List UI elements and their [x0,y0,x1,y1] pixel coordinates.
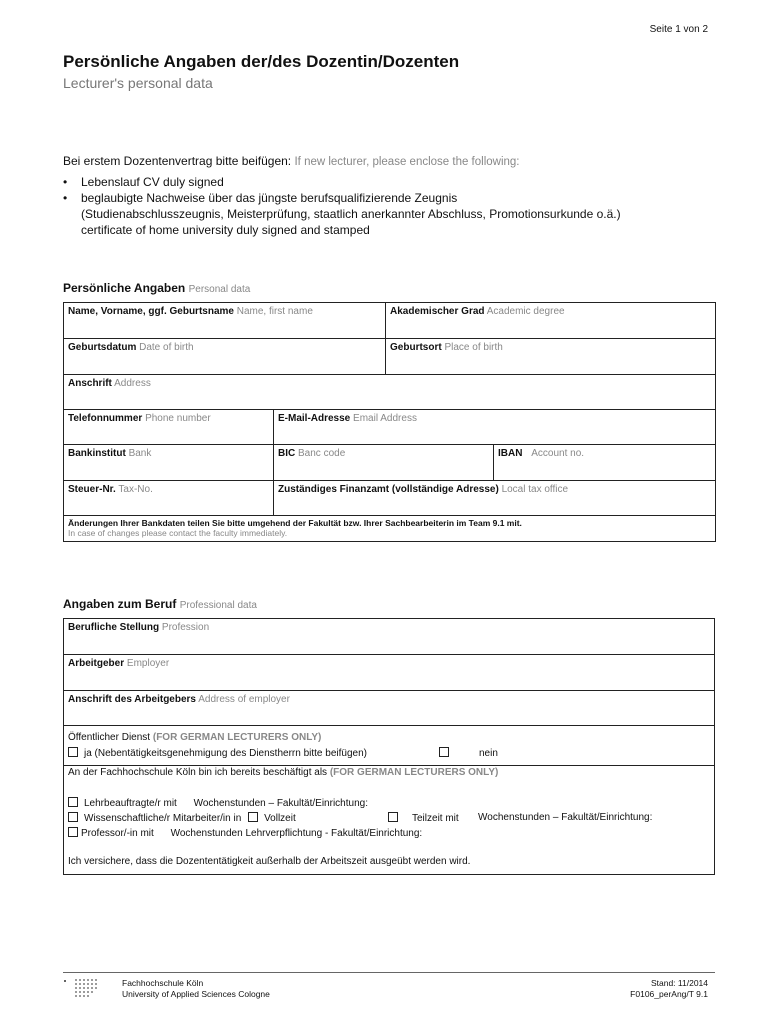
yes-checkbox[interactable] [68,747,78,757]
bank-field[interactable] [64,445,274,481]
lehrbeauftragte-option [68,797,710,812]
footer-org-en: University of Applied Sciences Cologne [122,989,270,999]
lehrbeauftragte-label: Lehrbeauftragte/r mit [84,798,177,809]
degree-field[interactable] [386,303,716,339]
personal-section-title [63,281,250,295]
assurance-statement: Ich versichere, dass die Dozententätigkeit außerhalb der Arbeitszeit ausgeübt werden wird. [68,856,471,867]
taxoffice-label: Zuständiges Finanzamt (vollständige Adresse) [278,484,499,495]
employer-field[interactable] [64,655,715,691]
vollzeit-checkbox[interactable] [248,812,258,822]
taxoffice-hint: Local tax office [501,484,569,495]
professor-label: Professor/-in mit [81,828,154,839]
address-hint: Address [114,378,151,389]
address-label: Anschrift [68,378,112,389]
teilzeit-label: Teilzeit mit [412,813,459,824]
profession-hint: Profession [161,622,210,633]
name-field[interactable] [64,303,386,339]
no-option [439,747,498,759]
footer-organization [122,978,270,1000]
name-hint: Name, first name [236,306,313,317]
university-logo [64,978,100,998]
professor-checkbox[interactable] [68,827,78,837]
taxno-label: Steuer-Nr. [68,484,116,495]
teilzeit-option [388,812,459,824]
enclose-label-de: Bei erstem Dozentenvertrag bitte beifügen: [63,154,292,168]
taxno-field[interactable] [64,481,274,516]
enclose-heading [63,154,520,168]
public-service-heading [68,732,710,747]
birthplace-hint: Place of birth [444,342,503,353]
german-only-note-2: (FOR GERMAN LECTURERS ONLY) [329,767,499,778]
name-label: Name, Vorname, ggf. Geburtsname [68,306,234,317]
phone-field[interactable] [64,410,274,445]
taxno-hint: Tax-No. [118,484,153,495]
degree-hint: Academic degree [486,306,565,317]
bic-hint: Banc code [298,448,346,459]
teilzeit-checkbox[interactable] [388,812,398,822]
personal-data-table [63,302,716,542]
note-en: In case of changes please contact the faculty immediately. [68,528,288,538]
wiss-mitarbeiter-option [68,812,710,827]
email-hint: Email Address [353,413,417,424]
personal-title-en: Personal data [188,284,251,295]
footer-form-id: F0106_perAng/T 9.1 [630,989,708,999]
no-label: nein [479,748,498,759]
footer-divider [63,972,715,973]
bic-label: BIC [278,448,296,459]
list-item: • beglaubigte Nachweise über das jüngste berufsqualifizierende Zeugnis [63,190,723,206]
professional-title-de: Angaben zum Beruf [63,597,177,611]
birthplace-field[interactable] [386,339,716,375]
public-service-cell [64,726,715,766]
page-subtitle: Lecturer's personal data [63,75,213,91]
footer-stand: Stand: 11/2014 [650,978,708,988]
personal-title-de: Persönliche Angaben [63,281,186,295]
page-number: Seite 1 von 2 [649,24,708,35]
note-de: Änderungen Ihrer Bankdaten teilen Sie bitte umgehend der Fakultät bzw. Ihrer Sachbearbeiterin im Team 9.1 mit. [68,518,522,528]
employed-at-label: An der Fachhochschule Köln bin ich bereits beschäftigt als [68,767,328,778]
list-item: (Studienabschlusszeugnis, Meisterprüfung, staatlich anerkannter Abschluss, Promotionsurkunde o.ä.) [81,207,621,221]
teilzeit-hours-label: Wochenstunden – Fakultät/Einrichtung: [478,812,653,823]
list-item: • Lebenslauf CV duly signed [63,174,723,190]
iban-hint: Account no. [531,448,585,459]
profession-label: Berufliche Stellung [68,622,160,633]
footer-version [560,978,708,1000]
professional-section-title [63,597,257,611]
degree-label: Akademischer Grad [390,306,485,317]
vollzeit-label: Vollzeit [264,813,296,824]
employer-address-field[interactable] [64,691,715,726]
phone-hint: Phone number [145,413,211,424]
footer-org-de: Fachhochschule Köln [122,978,204,988]
page-title: Persönliche Angaben der/des Dozentin/Dozenten [63,52,460,71]
birthdate-hint: Date of birth [139,342,194,353]
bank-hint: Bank [128,448,152,459]
professor-hours-label: Wochenstunden Lehrverpflichtung - Fakultät/Einrichtung: [170,828,423,839]
employer-label: Arbeitgeber [68,658,125,669]
taxoffice-field[interactable] [274,481,716,516]
yes-label: ja (Nebentätigkeitsgenehmigung des Dienstherrn bitte beifügen) [84,748,367,759]
email-label: E-Mail-Adresse [278,413,351,424]
iban-label: IBAN [498,448,523,459]
enclose-list [63,174,723,238]
enclose-label-en: If new lecturer, please enclose the following: [294,156,520,168]
german-only-note: (FOR GERMAN LECTURERS ONLY) [152,732,322,743]
bank-label: Bankinstitut [68,448,126,459]
birthplace-label: Geburtsort [390,342,442,353]
no-checkbox[interactable] [439,747,449,757]
professor-option [68,827,710,842]
employed-at-heading [68,767,710,782]
employment-cell [64,766,715,875]
birthdate-field[interactable] [64,339,386,375]
employer-address-label: Anschrift des Arbeitgebers [68,694,196,705]
email-field[interactable] [274,410,716,445]
professional-data-table [63,618,715,875]
address-field[interactable] [64,375,716,410]
public-service-label: Öffentlicher Dienst [68,732,151,743]
wiss-mitarbeiter-checkbox[interactable] [68,812,78,822]
employer-hint: Employer [126,658,170,669]
lehrbeauftragte-hours-label: Wochenstunden – Fakultät/Einrichtung: [193,798,368,809]
public-service-options [68,747,710,762]
wiss-mitarbeiter-label: Wissenschaftliche/r Mitarbeiter/in in [84,813,242,824]
profession-field[interactable] [64,619,715,655]
phone-label: Telefonnummer [68,413,143,424]
bic-field[interactable] [274,445,494,481]
list-item: certificate of home university duly signed and stamped [81,223,370,237]
employer-address-hint: Address of employer [198,694,290,705]
birthdate-label: Geburtsdatum [68,342,137,353]
lehrbeauftragte-checkbox[interactable] [68,797,78,807]
professional-title-en: Professional data [179,600,257,611]
iban-field[interactable] [494,445,716,481]
bank-change-note [64,516,716,542]
